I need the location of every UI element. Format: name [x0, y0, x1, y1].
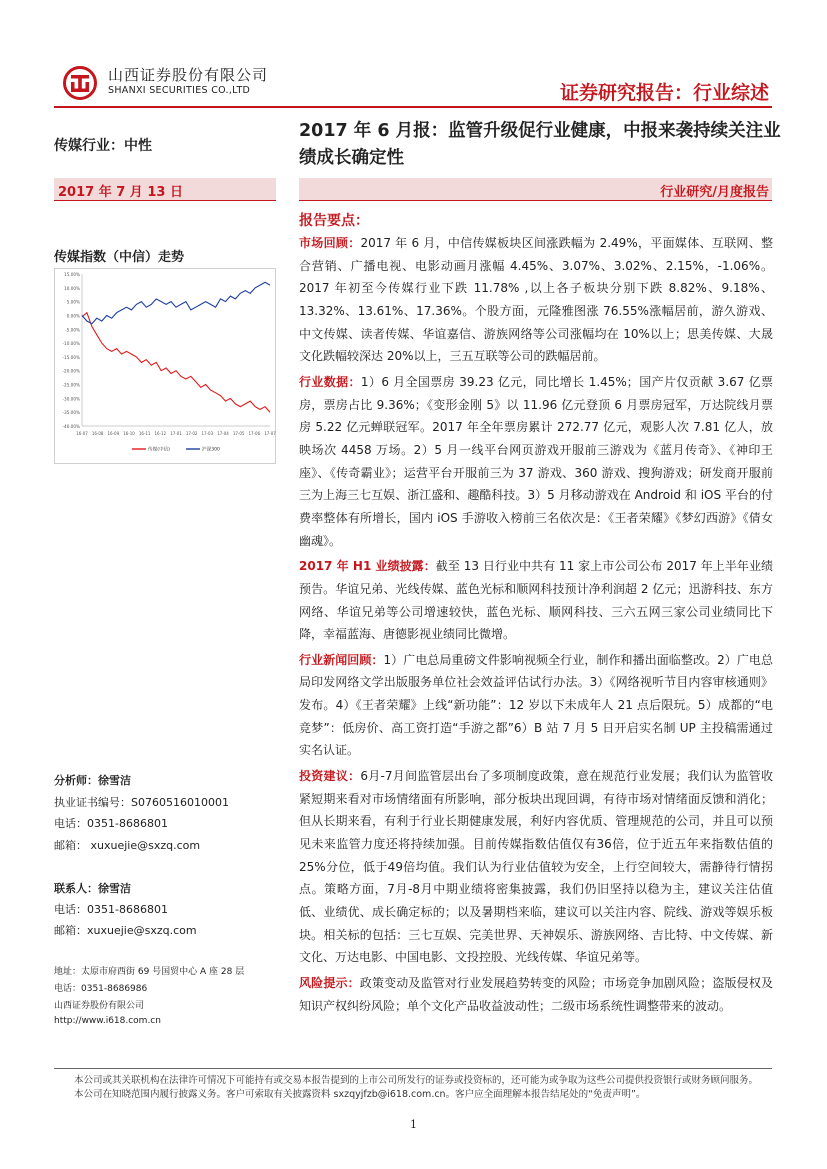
report-category: 行业研究/月度报告 [660, 185, 769, 200]
y-tick-label: -30.00% [62, 396, 80, 402]
y-tick-label: -25.00% [62, 382, 80, 388]
section-label: 市场回顾： [299, 236, 361, 250]
report-type: 证券研究报告：行业综述 [559, 82, 769, 104]
y-tick-label: -5.00% [65, 327, 80, 333]
analyst-cert: 执业证书编号：S0760516010001 [54, 796, 229, 809]
x-tick-label: 17-06 [248, 431, 261, 436]
y-tick-label: 0.00% [66, 313, 80, 319]
company-name-cn: 山西证券股份有限公司 [108, 66, 269, 84]
section-label: 行业新闻回顾： [299, 652, 384, 667]
industry-rating: 传媒行业：中性 [54, 138, 152, 154]
x-tick-label: 16-12 [154, 431, 167, 436]
company-address: 地址：太原市府西街 69 号国贸中心 A 座 28 层 [54, 967, 245, 977]
y-tick-label: -40.00% [62, 424, 80, 429]
section-text: 1）广电总局重磅文件影响视频全行业，制作和播出面临整改。2）广电总局印发网络文学出版服务单位社会效益评估试行办法。3）《网络视听节目内容审核通则》发布。4）《王者荣耀》上线“新功能”：12 岁以下未成年人 21 点后限玩。5）成都的“电竞梦”：低房价、高工资打造“手游之都”6）B 站 7 月 5 日开启实名制 UP 主投稿需通过实名认证。 [299, 652, 773, 758]
y-tick-label: -20.00% [62, 368, 80, 374]
section-market-review [299, 232, 773, 368]
contact-phone: 电话：0351-8686801 [54, 903, 168, 916]
x-tick-label: 17-05 [232, 431, 245, 436]
y-tick-label: 5.00% [66, 299, 80, 305]
section-text: 1）6 月全国票房 39.23 亿元，同比增长 1.45%；国产片仅贡献 3.67 亿票房，票房占比 9.36%；《变形金刚 5》以 11.96 亿元登顶 6 月票房冠军，万达院线月票房 5.22 亿元蝉联冠军。2017 年全年票房累计 272.77 亿元，观影人次 7.81 亿人，放映场次 4458 万场。2）5 月一线平台网页游戏开服前三游戏为《蓝月传奇》、《神印王座》、《传奇霸业》；运营平台开服前三为 37 游戏、360 游戏、搜狗游戏；研发商开服前三为上海三七互娱、浙江盛和、趣酷科技。3）5 月移动游戏在 Android 和 iOS 平台的付费率整体有所增长，国内 iOS 手游收入榜前三名依次是：《王者荣耀》《梦幻西游》《倩女幽魂》。 [299, 374, 773, 548]
section-label: 投资建议： [299, 769, 361, 784]
y-tick-label: 10.00% [64, 285, 80, 291]
section-text: 政策变动及监管对行业发展趋势转变的风险；市场竞争加剧风险；盗版侵权及知识产权纠纷风险；单个文化产品收益波动性；二级市场系统性调整带来的波动。 [299, 976, 773, 1013]
contact-email: 邮箱：xuxuejie@sxzq.com [54, 924, 197, 937]
company-logo-icon [63, 66, 97, 100]
x-tick-label: 17-07 [264, 431, 276, 436]
section-text: 2017 年 6 月，中信传媒板块区间涨跌幅为 2.49%，平面媒体、互联网、整合营销、广播电视、电影动画月涨幅 4.45%、3.07%、3.02%、2.15%，-1.06%。2017 年初至今传媒行业下跌 11.78% ,以上各子板块分别下跌 8.82%、9.18%、13.32%、13.61%、17.36%。个股方面，元隆雅图涨 76.55%涨幅居前，游久游戏、中文传媒、读者传媒、华谊嘉信、游族网络等公司涨幅均在 10%以上；思美传媒、大晟文化跌幅较深达 20%以上，三五互联等公司的跌幅居前。 [299, 236, 773, 364]
section-label: 行业数据： [299, 374, 361, 389]
analyst-phone: 电话：0351-8686801 [54, 817, 168, 830]
x-tick-label: 17-03 [201, 431, 214, 436]
x-tick-label: 16-08 [91, 431, 104, 436]
index-trend-chart [54, 268, 276, 464]
x-tick-label: 17-01 [170, 431, 182, 436]
footer-rule [54, 1068, 772, 1069]
section-investment-advice [299, 765, 773, 969]
section-label: 风险提示： [299, 976, 360, 990]
report-title: 2017 年 6 月报：监管升级促行业健康，中报来袭持续关注业绩成长确定性 [299, 121, 781, 168]
analyst-name: 分析师：徐雪洁 [54, 774, 131, 787]
report-body [299, 232, 773, 1020]
report-date: 2017 年 7 月 13 日 [58, 185, 183, 200]
section-industry-news [299, 649, 773, 762]
company-phone: 电话：0351-8686986 [54, 984, 148, 994]
legend-label: 传媒(中信) [148, 447, 170, 453]
legend-label: 沪深300 [202, 447, 220, 453]
section-text: 6月-7月间监管层出台了多项制度政策，意在规范行业发展；我们认为监管收紧短期来看对市场情绪面有所影响，部分板块出现回调，有待市场对情绪面反馈和消化；但从长期来看，有利于行业长期健康发展，利好内容优质、管理规范的公司，并且可以预见未来监管力度还将持续加强。目前传媒指数估值仅有36倍，位于近五年来指数估值的25%分位，低于49倍均值。我们认为行业估值较为安全，上行空间较大，需静待行情拐点。策略方面，7月-8月中期业绩将密集披露，我们仍旧坚持以稳为主，建议关注估值低、业绩优、成长确定标的；以及暑期档来临，建议可以关注内容、院线、游戏等娱乐板块。相关标的包括：三七互娱、完美世界、天神娱乐、游族网络、吉比特、中文传媒、新文化、万达电影、中国电影、文投控股、光线传媒、华谊兄弟等。 [299, 769, 773, 965]
page-number: 1 [410, 1118, 417, 1131]
key-points-heading: 报告要点： [299, 213, 369, 229]
x-tick-label: 16-07 [76, 431, 88, 436]
company-name-en: SHANXI SECURITIES CO.,LTD [108, 85, 251, 96]
x-tick-label: 17-04 [217, 431, 229, 436]
y-tick-label: -10.00% [62, 341, 80, 347]
chart-title: 传媒指数（中信）走势 [54, 250, 185, 265]
company-name-footer: 山西证券股份有限公司 [54, 1001, 145, 1011]
x-tick-label: 16-10 [123, 431, 135, 436]
contact-name: 联系人：徐雪洁 [54, 882, 131, 895]
analyst-email: 邮箱： xuxuejie@sxzq.com [54, 839, 201, 852]
x-tick-label: 17-02 [185, 431, 198, 436]
section-h1-results [299, 555, 773, 646]
y-tick-label: -35.00% [62, 410, 80, 416]
header-rule [54, 106, 772, 108]
x-tick-label: 16-11 [138, 431, 151, 436]
y-tick-label: -15.00% [62, 354, 80, 360]
disclaimer: 本公司或其关联机构在法律许可情况下可能持有或交易本报告提到的上市公司所发行的证券或投资标的，还可能为或争取为这些公司提供投资银行或财务顾问服务。本公司在知晓范围内履行披露义务。客户可索取有关披露资料 sxzqyjfzb@i618.com.cn。客户应全面理解本报告结尾处的“免责声明”。 [74, 1075, 759, 1100]
company-url[interactable]: http://www.i618.com.cn [54, 1016, 161, 1026]
section-text: 截至 13 日行业中共有 11 家上市公司公布 2017 年上半年业绩预告。华谊兄弟、光线传媒、蓝色光标和顺网科技预计净利润超 2 亿元；迅游科技、东方网络、华谊兄弟等公司增速较快，蓝色光标、顺网科技、三六五网三家公司业绩同比下降，幸福蓝海、唐德影视业绩同比微增。 [299, 559, 773, 642]
y-tick-label: 15.00% [64, 272, 80, 277]
section-industry-data [299, 371, 773, 552]
x-tick-label: 16-09 [107, 431, 120, 436]
section-label: 2017 年 H1 业绩披露： [299, 559, 436, 574]
section-risk-warning [299, 972, 773, 1017]
